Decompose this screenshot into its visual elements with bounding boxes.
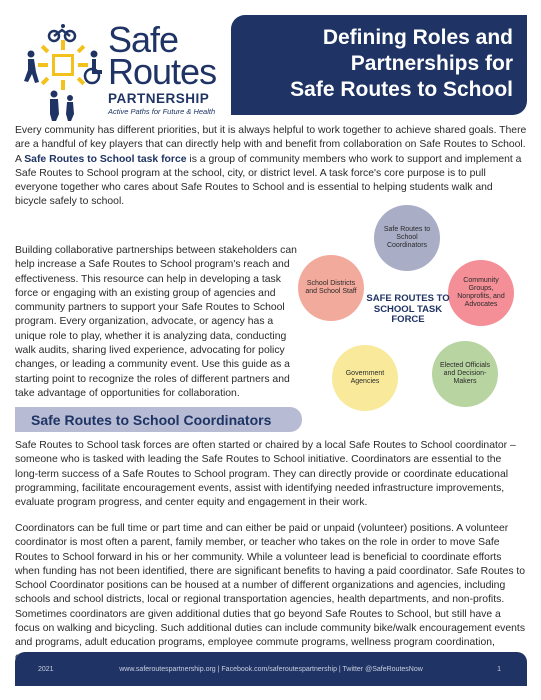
logo-safe-text: Safe (108, 19, 179, 60)
cyclist-icon (49, 24, 75, 41)
page-number: 1 (497, 665, 501, 673)
logo-wordmark (108, 19, 217, 116)
footer-year: 2021 (38, 665, 54, 673)
footer (15, 652, 527, 686)
intro-highlight: Safe Routes to School task force (24, 153, 187, 165)
section-heading-bar (15, 407, 302, 432)
sun-icon (38, 40, 88, 90)
intro-paragraph (15, 124, 527, 210)
circle-school-districts: School Districts and School Staff (298, 255, 364, 321)
footer-links[interactable]: www.saferoutespartnership.org | Facebook.com/saferoutespartnership | Twitter @SafeRoutesNow (119, 665, 423, 673)
family-icon (50, 91, 74, 122)
circle-coordinators: Safe Routes to School Coordinators (374, 205, 440, 271)
intro-text-after: is a group of community members who work to support and implement a Safe Routes to School program at the school, city, or district level. A task force's core purpose is to pull everyone together who cares about Safe Routes to School and is essential to helping students walk and bicycle safely to school. (15, 153, 522, 208)
intro-text-before: Every community has different priorities, but it is always helpful to work together to achieve shared goals. There are a handful of key players that can directly help with and benefit from collaboration on Safe Routes to School. A (15, 125, 527, 165)
title-line-2: Partnerships for (350, 52, 513, 75)
diagram-center-label: SAFE ROUTES TO SCHOOL TASK FORCE (366, 293, 450, 325)
logo-mark-icon (22, 24, 104, 122)
title-line-1: Defining Roles and (322, 26, 513, 49)
logo-routes-text: Routes (108, 51, 217, 92)
task-force-diagram (292, 205, 532, 415)
logo (22, 18, 232, 126)
page-title (231, 25, 513, 103)
section-heading: Safe Routes to School Coordinators (31, 411, 272, 428)
circle-government-agencies: Government Agencies (332, 345, 398, 411)
coordinators-paragraph-2: Coordinators can be full time or part time and can either be paid or unpaid (volunteer) positions. A volunteer coordinator is most often a parent, family member, or teacher who takes on the role in order to move Safe Routes to School forward in his or her community. While a volunteer lead is beneficial to coordinate efforts when funding has not been identified, there are significant benefits to having a paid coordinator. Safe Routes to School Coordinator positions can be housed at a number of different organizations and agencies, including schools and school districts, local or regional transportation agencies, health departments, and non-profits. Sometimes coordinators are given additional duties that go beyond Safe Routes to School, but still have a focus on walking and bicycling. Such additional duties can include community bike/walk encouragement events and programs, adult education programs, employee commute programs, wellness program coordination, (15, 523, 526, 649)
collaboration-paragraph: Building collaborative partnerships between stakeholders can help increase a Safe Routes to School program's reach and effectiveness. This resource can help in developing a task force or engaging with an existing group of agencies and community partners to support your Safe Routes to School program. Every organization, advocate, or agency has a unique role to play, whether it is analyzing data, conducting walk audits, sharing lived experience, advocating for policy changes, or leading a community event. Use this guide as a starting point to recognize the roles of different partners and take advantage of opportunities for collaboration. (15, 245, 297, 399)
title-banner (231, 15, 527, 115)
logo-tagline: Active Paths for Future & Health (108, 107, 216, 116)
coordinators-paragraph-1: Safe Routes to School task forces are often started or chaired by a local Safe Routes to School coordinator – someone who is tasked with leading the Safe Routes to School initiative. Coordinators are essential to the long-term success of a Safe Routes to School program. They can directly provide or coordinate educational programming, facilitate encouragement events, assist with identifying needed infrastructure improvements, evaluate program progress, and center equity and engagement in their work. (15, 440, 516, 509)
logo-partnership-text: PARTNERSHIP (108, 91, 210, 106)
circle-elected-officials: Elected Officials and Decision-Makers (432, 341, 498, 407)
circle-community-groups: Community Groups, Nonprofits, and Advocates (448, 260, 514, 326)
walker-icon (24, 51, 39, 84)
title-line-3: Safe Routes to School (290, 78, 513, 101)
